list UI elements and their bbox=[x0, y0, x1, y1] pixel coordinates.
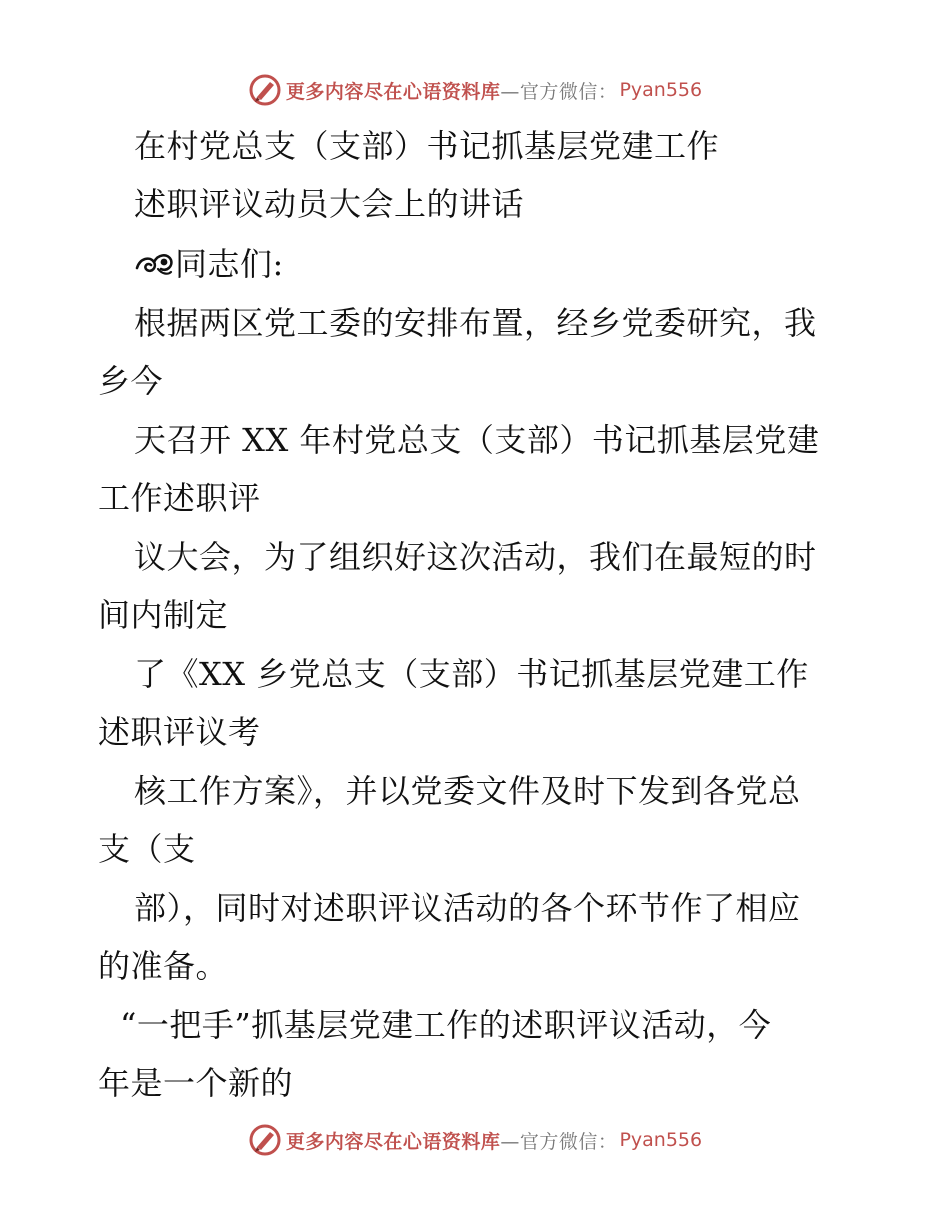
body-line: 的准备。 bbox=[98, 947, 229, 985]
watermark-wechat-id: Pyan556 bbox=[619, 79, 703, 101]
header-watermark bbox=[0, 72, 950, 108]
document-title-line-1: 在村党总支（支部）书记抓基层党建工作 bbox=[134, 127, 720, 165]
footer-watermark bbox=[0, 1122, 950, 1158]
body-line: 核工作方案》，并以党委文件及时下发到各党总 bbox=[134, 772, 801, 810]
salutation-text: 同志们: bbox=[175, 245, 284, 283]
watermark-brand-text: 更多内容尽在心语资料库 bbox=[285, 1130, 501, 1153]
watermark-brand-text: 更多内容尽在心语资料库 bbox=[285, 80, 501, 103]
body-line: “一把手”抓基层党建工作的述职评议活动，今 bbox=[120, 1006, 772, 1044]
body-line: 根据两区党工委的安排布置，经乡党委研究，我 bbox=[134, 304, 817, 342]
pen-circle-logo-icon bbox=[248, 73, 282, 107]
body-line: 工作述职评 bbox=[98, 479, 261, 517]
body-line: 述职评议考 bbox=[98, 713, 261, 751]
body-line: 年是一个新的 bbox=[98, 1064, 294, 1102]
body-line: 了《XX 乡党总支（支部）书记抓基层党建工作 bbox=[134, 655, 809, 693]
body-line: 部），同时对述职评议活动的各个环节作了相应 bbox=[134, 889, 801, 927]
fleuron-icon bbox=[134, 250, 174, 278]
body-line: 天召开 XX 年村党总支（支部）书记抓基层党建 bbox=[134, 421, 820, 459]
body-line: 间内制定 bbox=[98, 596, 229, 634]
salutation bbox=[134, 244, 284, 284]
watermark-wechat-id: Pyan556 bbox=[619, 1129, 703, 1151]
body-line: 支（支 bbox=[98, 830, 196, 868]
pen-circle-logo-icon bbox=[248, 1123, 282, 1157]
watermark-separator-text: —官方微信： bbox=[500, 80, 618, 103]
watermark-separator-text: —官方微信： bbox=[500, 1130, 618, 1153]
body-line: 乡今 bbox=[98, 362, 164, 400]
document-title-line-2: 述职评议动员大会上的讲话 bbox=[134, 185, 525, 223]
body-line: 议大会，为了组织好这次活动，我们在最短的时 bbox=[134, 538, 817, 576]
